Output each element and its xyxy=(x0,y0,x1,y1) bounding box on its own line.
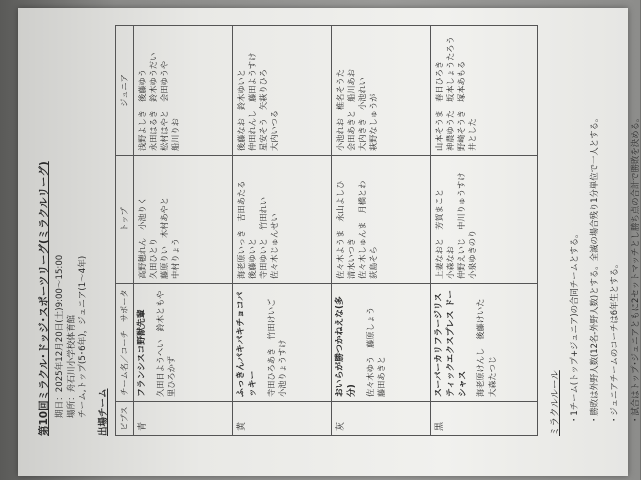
rule-item: ・1チーム(トップ+ジュニア)の合同チームとする。 xyxy=(568,229,579,424)
venue-line: 場所：舟石川小学校体育館 xyxy=(66,314,77,418)
junior-members: 山本そうま 春日ひろき 神農ゆうた 坂本しょうたろう 野崎そうき 塚本あもる 井とした xyxy=(430,26,537,156)
table-row xyxy=(331,26,430,436)
team-cell xyxy=(133,284,232,402)
team-name: スーパーカリフラージリスティックエクスプレス ドーシャス xyxy=(433,289,468,397)
coach-names: 海老原けんし 後藤けいた 大森たつじ xyxy=(475,298,497,397)
date-line: 期日：2025年12月20日(土)9:00～15:00 xyxy=(55,254,66,418)
team-name: ふっきんパキパキチョコパッキー xyxy=(235,291,258,397)
sheet-content xyxy=(23,8,640,476)
coach-names: 寺田ひろあき 竹田けいご 小池りょうすけ xyxy=(265,298,287,397)
top-members: 海老原いっき 吉田あたる 後藤ゆいと 寺田ゆいと 竹田れい 佐々木じゅんせい xyxy=(232,156,331,284)
team-name: フランシスコ野獣先輩 xyxy=(136,309,147,397)
bib-cell: 黒 xyxy=(430,402,537,436)
rule-item: ・ジュニアチームのコーチは6年生とする。 xyxy=(609,259,620,424)
team-name: おいらが勝つかねえな(多分) xyxy=(334,296,357,397)
bib-cell: 灰 xyxy=(331,402,430,436)
column-header-bib: ビブス xyxy=(115,402,133,436)
teams-line: チーム,トップ(5･6年)，ジュニア(1～4年) xyxy=(78,255,89,418)
teams-table xyxy=(115,25,538,436)
table-row xyxy=(133,26,232,436)
junior-members: 浅野よしき 後藤ゆう 永田はるき 鈴木ゆうだい 松村はやと 会田ゆうや 船川りお xyxy=(133,26,232,156)
table-row xyxy=(232,26,331,436)
team-cell xyxy=(430,284,537,402)
bib-cell: 黄 xyxy=(232,402,331,436)
team-cell xyxy=(232,284,331,402)
bib-cell: 青 xyxy=(133,402,232,436)
column-header-junior: ジュニア xyxy=(115,26,133,156)
rules-heading: ミラクルルール xyxy=(549,370,561,436)
table-row xyxy=(430,26,537,436)
top-members: 高野穂れん 小池りく 久田ひとり 藤原りい 木村あやと 中村りょう xyxy=(133,156,232,284)
junior-members: 後藤なお 鈴木ゆいと 仲田れんし 藤田ようすけ 星安そう 矢萩りひろ 大内いつる xyxy=(232,26,331,156)
teams-heading: 出場チーム xyxy=(97,388,109,436)
table-header-row xyxy=(115,26,133,436)
top-members: 佐々木ようま 永山よしひ 清水いつき 佐々木しゅんま 月橋とわ 荻島そら xyxy=(331,156,430,284)
coach-names: 佐々木ゆう 藤原しょう 藤田あきと xyxy=(364,306,386,397)
rule-item: ・試合はトップ･ジュニアともに2セットマッチとし勝ち点の合計で勝敗を決める。 xyxy=(629,113,640,424)
column-header-top: トップ xyxy=(115,156,133,284)
rule-item: ・勝敗は外野人数(12名-外野人数)とする。全滅の場合残り1分単位で一人とする。 xyxy=(588,113,599,424)
column-header-team: チーム名／コーチ サポータ xyxy=(115,284,133,402)
junior-members: 小池れお 椎名そうた 会田あきと 船川あお 大内きき 小池れい 萩野なしゅうが xyxy=(331,26,430,156)
team-cell xyxy=(331,284,430,402)
coach-names: 久田日ようへい 鈴木ともや 里ひろかず xyxy=(154,290,176,397)
paper-sheet xyxy=(18,8,640,476)
document-title: 第10回ミラクル･ドッジ･スポーツリーグ(ミラクルリーグ) xyxy=(38,161,50,436)
top-members: 上妻なおと 芳賀まこと 小森なお 仲野えいじ 中川りゅうすけ 小泉ゆきのり xyxy=(430,156,537,284)
